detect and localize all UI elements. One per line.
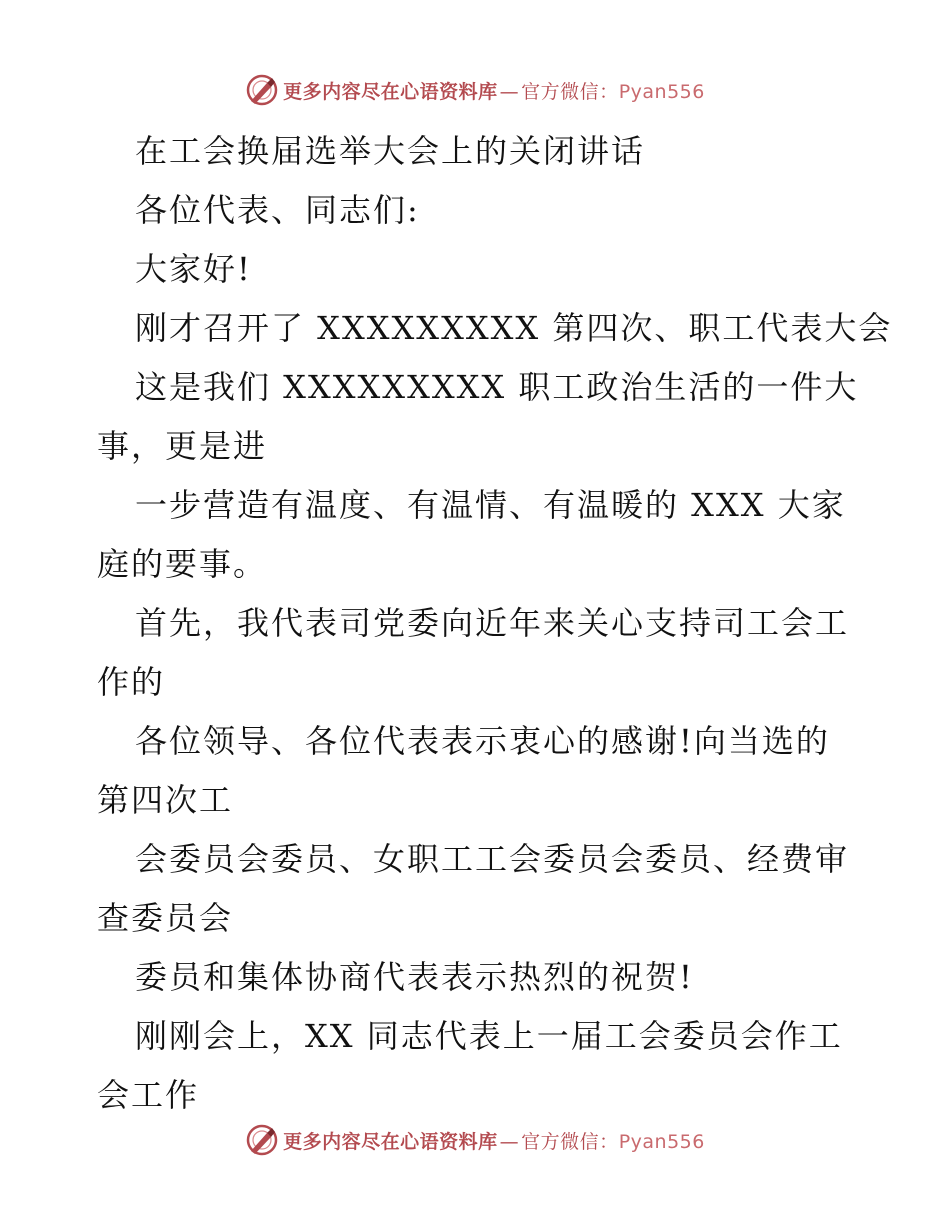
document-body	[97, 122, 893, 1125]
pen-logo-icon	[245, 73, 279, 107]
watermark-separator: —	[499, 1130, 520, 1153]
text-line: 会工作	[97, 1076, 200, 1114]
text-line: 查委员会	[97, 899, 234, 937]
document-title: 在工会换届选举大会上的关闭讲话	[135, 132, 646, 170]
watermark-suffix: 官方微信：	[521, 80, 619, 103]
header-watermark	[0, 70, 950, 110]
text-line: 一步营造有温度、有温情、有温暖的 XXX 大家	[135, 486, 846, 524]
watermark-brand: 更多内容尽在心语资料库	[283, 80, 498, 103]
watermark-handle: Pyan556	[618, 80, 705, 103]
pen-logo-icon	[245, 1123, 279, 1157]
text-line: 庭的要事。	[97, 545, 268, 583]
text-line: 各位领导、各位代表表示衷心的感谢!向当选的	[135, 722, 830, 760]
text-line: 作的	[97, 663, 166, 701]
greeting: 大家好!	[135, 250, 252, 288]
text-line: 刚才召开了 XXXXXXXXX 第四次、职工代表大会	[135, 309, 893, 347]
text-line: 事，更是进	[97, 427, 268, 465]
text-line: 会委员会委员、女职工工会委员会委员、经费审	[135, 840, 850, 878]
text-line: 这是我们 XXXXXXXXX 职工政治生活的一件大	[135, 368, 859, 406]
text-line: 第四次工	[97, 781, 234, 819]
watermark-text	[283, 1127, 705, 1154]
salutation: 各位代表、同志们:	[135, 191, 420, 229]
watermark-text	[283, 77, 705, 104]
text-line: 首先，我代表司党委向近年来关心支持司工会工	[135, 604, 850, 642]
watermark-suffix: 官方微信：	[521, 1130, 619, 1153]
footer-watermark	[0, 1120, 950, 1160]
text-line: 刚刚会上，XX 同志代表上一届工会委员会作工	[135, 1017, 843, 1055]
text-line: 委员和集体协商代表表示热烈的祝贺!	[135, 958, 694, 996]
watermark-handle: Pyan556	[618, 1130, 705, 1153]
watermark-separator: —	[499, 80, 520, 103]
watermark-brand: 更多内容尽在心语资料库	[283, 1130, 498, 1153]
